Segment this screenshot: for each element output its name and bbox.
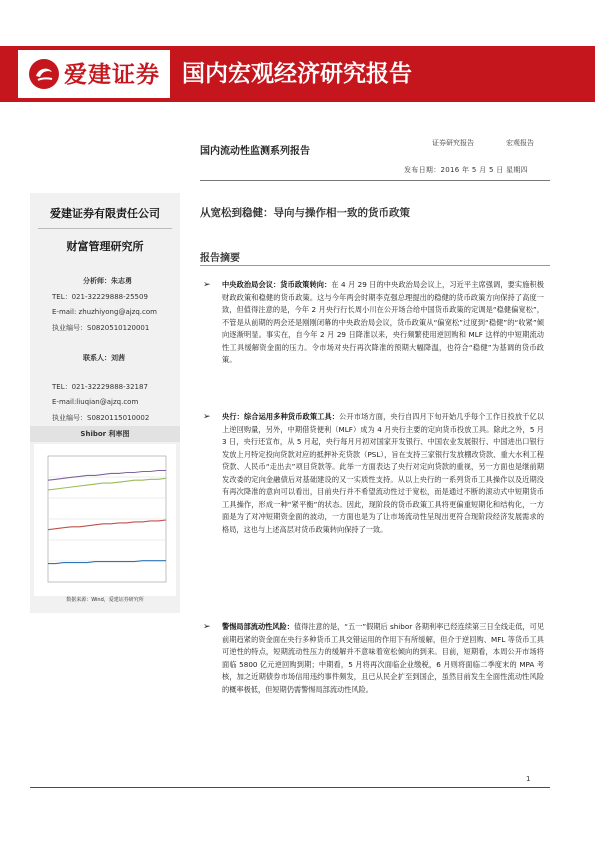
summary-heading: 报告摘要 [200,253,240,264]
bullet-arrow-icon: ➢ [203,280,211,290]
contact-license: 执业编号：S0820115010002 [52,414,150,422]
shibor-chart [34,444,176,596]
summary-paragraph [222,621,544,696]
sidebar-divider [38,228,172,229]
report-type-tag: 证券研究报告 [432,139,474,147]
paragraph-heading: 警惕局部流动性风险： [222,622,294,631]
analyst-tel: TEL：021-32229888-25509 [52,293,148,301]
summary-paragraph [222,411,544,536]
paragraph-text: 值得注意的是，“五一”假期后 shibor 各期利率已经连续第三日全线走低，可见前期趋紧的资金面在央行多种货币工具交错运用的作用下有所缓解，但介于逆回购、MFL 等货币工具可逆性的特点，短期流动性压力的缓解并不意味着宽松倾向的到来。目前，短期看，本周公开市场将面临 5800 亿元逆回购到期；中期看，5 月将再次面临企业缴税，6 月则将面临二季度末的 MPA 考核，加之近期债券市场信用违约事件频发，且已从民企扩至到国企，虽然目前发生全面性流动性风险的概率极低，但短期仍需警惕局部流动性风险。 [222,622,544,694]
chart-series-line [48,471,166,481]
firm-name: 爱建证券有限责任公司 [50,207,160,220]
logo-text: 爱建证券 [64,61,160,88]
paragraph-heading: 中央政治局会议：货币政策转向： [222,280,332,289]
department-name: 财富管理研究所 [66,240,144,253]
analyst-email[interactable]: E-mail: zhuzhiyong@ajzq.com [52,308,157,316]
bullet-arrow-icon: ➢ [203,622,211,632]
publish-date: 发布日期：2016 年 5 月 5 日 星期四 [404,166,528,174]
chart-title: Shibor 利率图 [80,430,130,438]
analyst-license: 执业编号：S0820510120001 [52,324,150,332]
analyst-heading: 分析师：朱志勇 [83,277,132,285]
chart-source: 数据来源：Wind，爱建证券研究所 [66,597,144,603]
page-number: 1 [526,775,531,783]
paragraph-text: 在 4 月 29 日的中央政治局会议上，习近平主席强调，要实施积极财政政策和稳健的货币政策。这与今年两会时期李克强总理提出的稳健的货币政策方向保持了高度一致，但值得注意的是，今年 2 月央行行长周小川在公开场合给中国货币政策的定调是“稳健偏宽松”，不管是从前期的两会还是刚刚闭幕的中央政治局会议，货币政策从“偏宽松”过度到“稳健”的“收紧”倾向逐渐明显。事实在，自今年 2 月 29 日降准以来，央行频繁使用逆回购和 MLF 这样的中短期流动性工具缓解资金面的压力。令市场对央行再次降准的预期大幅降温，也符合“稳健”为基调的货币政策。 [222,280,544,364]
chart-series-line [48,478,166,490]
bullet-arrow-icon: ➢ [203,412,211,422]
header-divider [200,180,550,181]
paragraph-heading: 央行：综合运用多种货币政策工具： [222,412,340,421]
contact-email[interactable]: E-mail:liuqian@ajzq.com [52,398,139,406]
series-title: 国内流动性监测系列报告 [200,146,310,157]
main-title: 从宽松到稳健：导向与操作相一致的货币政策 [200,207,410,219]
report-type-tag: 宏观报告 [506,139,534,147]
report-type-title: 国内宏观经济研究报告 [182,61,412,87]
paragraph-text: 公开市场方面，央行自四月下旬开始几乎每个工作日投放千亿以上逆回购量，另外，中期借贷便利（MLF）成为 4 月央行主要的定向货币投放工具。除此之外，5 月 3 日，央行还宣布，从 5 月起，央行每月月初对国家开发银行、中国农业发展银行、中国进出口银行发放上月特定投向贷款对应的抵押补充贷款（PSL），旨在支持三家银行发放棚改贷款、重大水利工程贷款、人民币“走出去”项目贷款等。此举一方面表达了央行对定向贷款的重视，另一方面也是继前期发改委的定向金融债后对基础建设的又一实质性支持。从以上央行的一系列货币工具操作以及近期没有再次降准的意向可以看出，目前央行并不希望流动性过于宽松，而是通过不断的滚动式中短期货币工具操作，形成一种“紧平衡”的状态。因此，现阶段的货币政策工具将更偏重短期化和结构化，一方面是为了对冲短期资金面的波动，一方面也是为了让市场流动性呈现出更符合现阶段经济发展需求的格局，这也与上述高层对货币政策转向保持了一致。 [222,412,544,534]
summary-paragraph [222,279,544,367]
shibor-chart-svg [34,444,176,596]
contact-heading: 联系人：刘茜 [83,354,125,362]
summary-divider [200,265,550,266]
chart-series-line [48,520,166,530]
footer-divider [30,787,550,788]
logo-seal-icon [28,58,60,90]
contact-tel: TEL：021-32229888-32187 [52,383,148,391]
